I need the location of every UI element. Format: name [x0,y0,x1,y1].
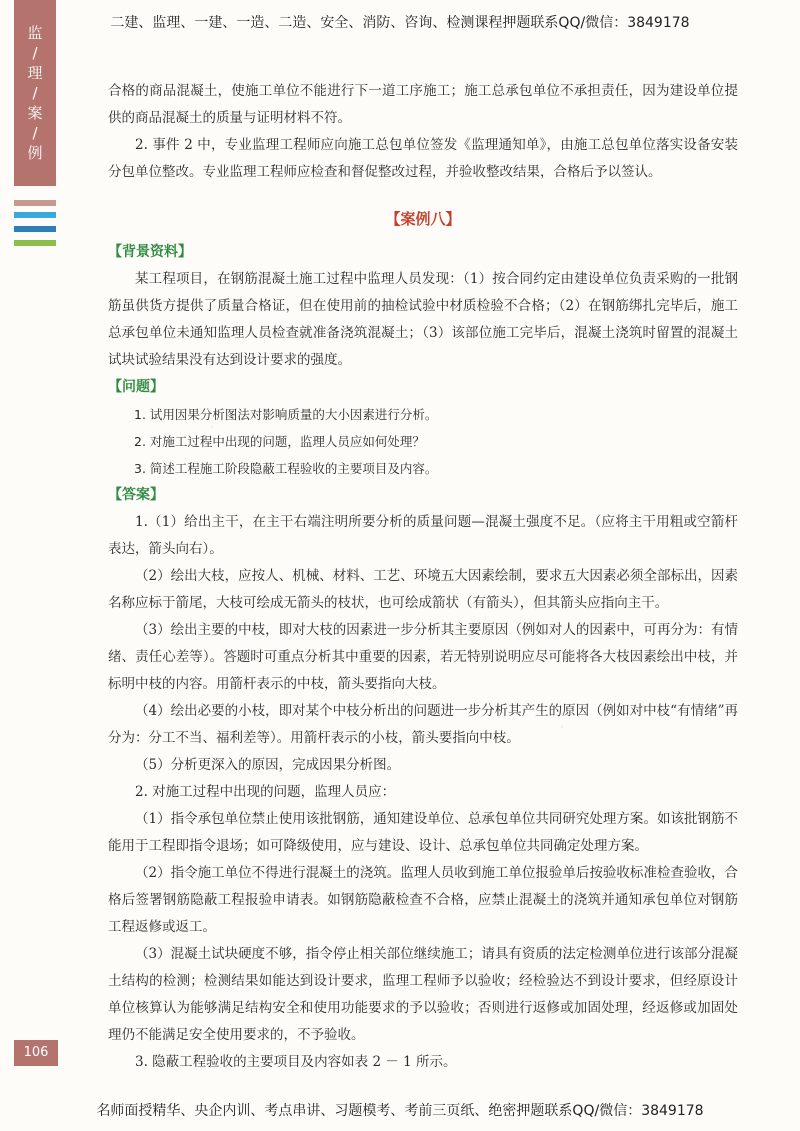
side-tab-char: / [32,124,38,142]
intro-paragraph: 合格的商品混凝土，使施工单位不能进行下一道工序施工；施工总承包单位不承担责任，因为建设单位提供的商品混凝土的质量与证明材料不符。 [108,83,738,126]
decor-stripe [14,200,56,206]
watermark: · [554,721,569,733]
answer-paragraph: （3）混凝土试块硬度不够，指令停止相关部位继续施工；请具有资质的法定检测单位进行该部分混凝土结构的检测；检测结果如能达到设计要求，监理工程师予以验收；经检验达不到设计要求，但经原设计单位核算认为能够满足结构安全和使用功能要求的予以验收；否则进行返修或加固处理，经返修或加固处理仍不能满足安全使用要求的，不予验收。 [108,946,738,1043]
background-label: 【背景资料】 [108,244,192,260]
header-banner: 二建、监理、一建、一造、二造、安全、消防、咨询、检测课程押题联系QQ/微信：3849178 [110,15,690,31]
answer-paragraph: 3. 隐蔽工程验收的主要项目及内容如表 2 － 1 所示。 [135,1054,457,1070]
intro-paragraph: 2. 事件 2 中，专业监理工程师应向施工总包单位签发《监理通知单》，由施工总包单位落实设备安装分包单位整改。专业监理工程师应检查和督促整改过程，并验收整改结果，合格后予以签认。 [108,137,738,180]
side-tab-char: 理 [27,64,43,82]
background-text: 某工程项目，在钢筋混凝土施工过程中监理人员发现：（1）按合同约定由建设单位负责采购的一批钢筋虽供货方提供了质量合格证，但在使用前的抽检试验中材质检验不合格；（2）在钢筋绑扎完毕后，施工总承包单位未通知监理人员检查就准备浇筑混凝土；（3）该部位施工完毕后，混凝土浇筑时留置的混凝土试块试验结果没有达到设计要求的强度。 [108,271,738,368]
side-tab [14,0,56,186]
answer-paragraph: （2）绘出大枝，应按人、机械、材料、工艺、环境五大因素绘制，要求五大因素必须全部标出，因素名称应标于箭尾，大枝可绘成无箭头的枝状，也可绘成箭状（有箭头），但其箭头应指向主干。 [108,568,738,611]
side-tab-char: / [32,44,38,62]
answer-label: 【答案】 [108,487,164,503]
watermark: · [204,421,219,433]
side-tab-char: 监 [27,24,43,42]
decor-stripe [14,212,56,218]
answer-paragraph: （1）指令承包单位禁止使用该批钢筋，通知建设单位、总承包单位共同研究处理方案。如该批钢筋不能用于工程即指令退场；如可降级使用，应与建设、设计、总承包单位共同确定处理方案。 [108,811,738,854]
decor-stripe [14,240,56,246]
case-title: 【案例八】 [385,210,461,228]
answer-paragraph: （3）绘出主要的中枝，即对大枝的因素进一步分析其主要原因（例如对人的因素中，可再分为：有情绪、责任心差等）。答题时可重点分析其中重要的因素，若无特别说明应尽可能将各大枝因素绘出中枝，并标明中枝的内容。用箭杆表示的中枝，箭头要指向大枝。 [108,622,738,692]
questions-label: 【问题】 [108,379,164,395]
page-number: 106 [14,1040,58,1066]
side-tab-char: 例 [27,144,43,162]
question-item: 1. 试用因果分析图法对影响质量的大小因素进行分析。 [134,407,438,422]
question-item: 2. 对施工过程中出现的问题，监理人员应如何处理？ [134,434,425,449]
answer-paragraph: （5）分析更深入的原因，完成因果分析图。 [135,757,401,773]
side-tab-char: 案 [27,104,43,122]
page-content [108,78,738,1076]
side-tab-char: / [32,84,38,102]
answer-paragraph: （2）指令施工单位不得进行混凝土的浇筑。监理人员收到施工单位报验单后按验收标准检查验收，合格后签署钢筋隐蔽工程报验申请表。如钢筋隐蔽检查不合格，应禁止混凝土的浇筑并通知承包单位对钢筋工程返修或返工。 [108,865,738,935]
question-item: 3. 简述工程施工阶段隐蔽工程验收的主要项目及内容。 [134,461,438,476]
footer-banner: 名师面授精华、央企内训、考点串讲、习题模考、考前三页纸、绝密押题联系QQ/微信：3849178 [96,1103,704,1119]
decor-stripe [14,226,56,232]
answer-paragraph: 1.（1）给出主干，在主干右端注明所要分析的质量问题—混凝土强度不足。（应将主干用粗或空箭杆表达，箭头向右）。 [108,514,738,557]
answer-paragraph: （4）绘出必要的小枝，即对某个中枝分析出的问题进一步分析其产生的原因（例如对中枝“有情绪”再分为：分工不当、福利差等）。用箭杆表示的小枝，箭头要指向中枝。 [108,703,738,746]
answer-paragraph: 2. 对施工过程中出现的问题，监理人员应： [135,784,396,800]
